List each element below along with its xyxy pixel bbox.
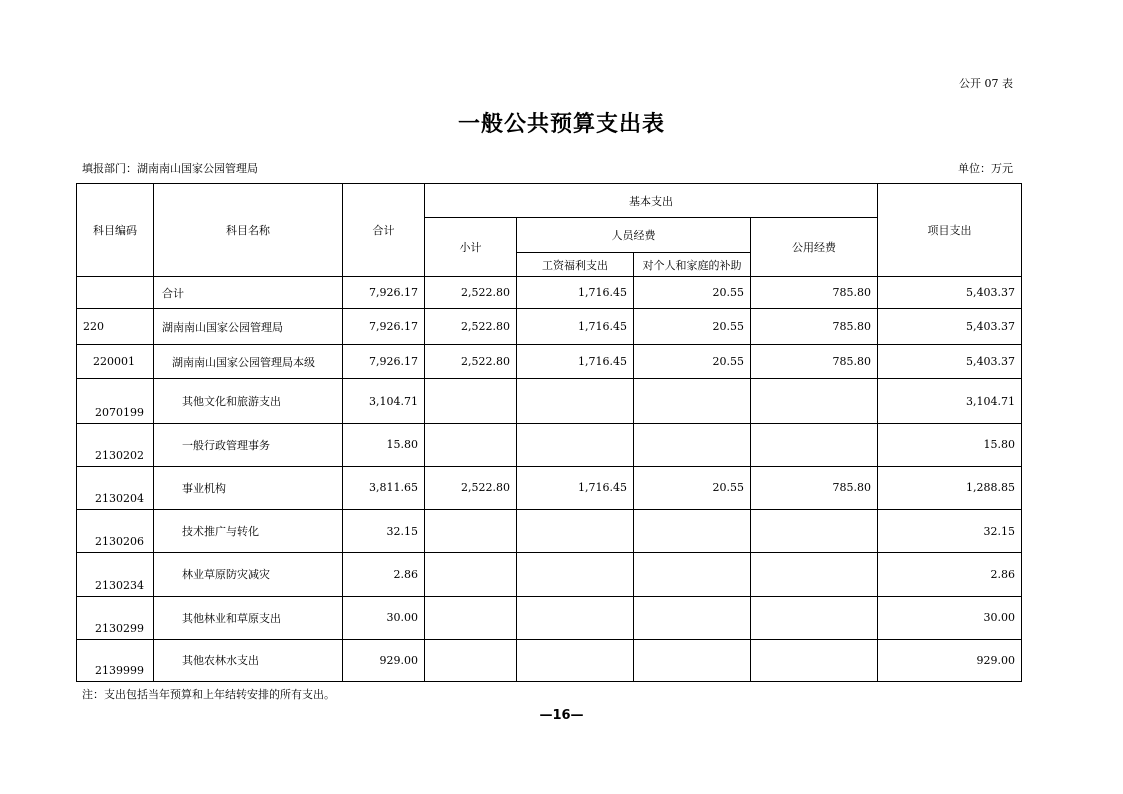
header-subsidy: 对个人和家庭的补助 (634, 253, 751, 277)
cell-subtotal: 2,522.80 (425, 277, 517, 309)
cell-name: 湖南南山国家公园管理局 (154, 309, 343, 345)
cell-subsidy (634, 596, 751, 639)
cell-public (751, 596, 878, 639)
table-row (77, 379, 1022, 423)
header-personnel: 人员经费 (517, 218, 751, 253)
cell-project: 3,104.71 (878, 379, 1022, 423)
cell-total: 15.80 (343, 423, 425, 466)
cell-total: 3,811.65 (343, 466, 425, 509)
table-row (77, 466, 1022, 509)
cell-salary (517, 553, 634, 596)
cell-code: 2130206 (77, 510, 154, 553)
budget-table (76, 183, 1022, 682)
currency-unit: 单位：万元 (958, 162, 1013, 175)
cell-project: 30.00 (878, 596, 1022, 639)
cell-name: 林业草原防灾减灾 (154, 553, 343, 596)
cell-project: 2.86 (878, 553, 1022, 596)
cell-total: 7,926.17 (343, 277, 425, 309)
cell-project: 1,288.85 (878, 466, 1022, 509)
cell-subsidy: 20.55 (634, 277, 751, 309)
cell-total: 929.00 (343, 639, 425, 681)
header-basic: 基本支出 (425, 184, 878, 218)
cell-code: 2070199 (77, 379, 154, 423)
cell-salary: 1,716.45 (517, 309, 634, 345)
cell-salary (517, 510, 634, 553)
cell-name: 其他文化和旅游支出 (154, 379, 343, 423)
cell-code: 220001 (77, 345, 154, 379)
table-row (77, 309, 1022, 345)
cell-project: 32.15 (878, 510, 1022, 553)
cell-subtotal (425, 423, 517, 466)
cell-total: 7,926.17 (343, 309, 425, 345)
cell-subsidy: 20.55 (634, 466, 751, 509)
header-code: 科目编码 (77, 184, 154, 277)
cell-subtotal: 2,522.80 (425, 309, 517, 345)
cell-subsidy: 20.55 (634, 309, 751, 345)
header-name: 科目名称 (154, 184, 343, 277)
cell-subtotal: 2,522.80 (425, 466, 517, 509)
page-number: —16— (539, 708, 584, 723)
cell-name: 事业机构 (154, 466, 343, 509)
cell-public: 785.80 (751, 309, 878, 345)
cell-project: 5,403.37 (878, 277, 1022, 309)
cell-public: 785.80 (751, 466, 878, 509)
table-row (77, 345, 1022, 379)
cell-public (751, 379, 878, 423)
table-row (77, 510, 1022, 553)
cell-name: 其他农林水支出 (154, 639, 343, 681)
cell-name: 合计 (154, 277, 343, 309)
header-total: 合计 (343, 184, 425, 277)
cell-total: 3,104.71 (343, 379, 425, 423)
cell-public (751, 423, 878, 466)
cell-salary (517, 423, 634, 466)
cell-code: 2130299 (77, 596, 154, 639)
cell-total: 30.00 (343, 596, 425, 639)
table-row (77, 596, 1022, 639)
table-row (77, 423, 1022, 466)
cell-public: 785.80 (751, 277, 878, 309)
cell-code: 2139999 (77, 639, 154, 681)
cell-salary (517, 379, 634, 423)
header-subtotal: 小计 (425, 218, 517, 277)
cell-salary (517, 639, 634, 681)
cell-project: 15.80 (878, 423, 1022, 466)
page-title: 一般公共预算支出表 (457, 111, 665, 137)
cell-code: 220 (77, 309, 154, 345)
cell-subtotal: 2,522.80 (425, 345, 517, 379)
cell-public (751, 510, 878, 553)
cell-public (751, 639, 878, 681)
table-row (77, 277, 1022, 309)
form-number: 公开 07 表 (959, 77, 1013, 90)
cell-salary (517, 596, 634, 639)
cell-subsidy (634, 379, 751, 423)
cell-project: 5,403.37 (878, 345, 1022, 379)
reporting-department: 填报部门：湖南南山国家公园管理局 (82, 162, 258, 175)
cell-total: 7,926.17 (343, 345, 425, 379)
cell-code (77, 277, 154, 309)
header-salary: 工资福利支出 (517, 253, 634, 277)
cell-subtotal (425, 639, 517, 681)
cell-subtotal (425, 379, 517, 423)
cell-project: 5,403.37 (878, 309, 1022, 345)
cell-total: 2.86 (343, 553, 425, 596)
table-row (77, 553, 1022, 596)
cell-subtotal (425, 553, 517, 596)
header-project: 项目支出 (878, 184, 1022, 277)
table-row (77, 639, 1022, 681)
cell-public (751, 553, 878, 596)
cell-subtotal (425, 596, 517, 639)
cell-subtotal (425, 510, 517, 553)
cell-name: 一般行政管理事务 (154, 423, 343, 466)
cell-project: 929.00 (878, 639, 1022, 681)
cell-code: 2130202 (77, 423, 154, 466)
cell-total: 32.15 (343, 510, 425, 553)
cell-salary: 1,716.45 (517, 345, 634, 379)
cell-subsidy: 20.55 (634, 345, 751, 379)
cell-public: 785.80 (751, 345, 878, 379)
footnote: 注：支出包括当年预算和上年结转安排的所有支出。 (82, 688, 335, 701)
cell-code: 2130234 (77, 553, 154, 596)
cell-code: 2130204 (77, 466, 154, 509)
cell-subsidy (634, 510, 751, 553)
cell-subsidy (634, 639, 751, 681)
cell-salary: 1,716.45 (517, 277, 634, 309)
cell-name: 湖南南山国家公园管理局本级 (154, 345, 343, 379)
header-public: 公用经费 (751, 218, 878, 277)
cell-salary: 1,716.45 (517, 466, 634, 509)
cell-subsidy (634, 553, 751, 596)
cell-subsidy (634, 423, 751, 466)
cell-name: 其他林业和草原支出 (154, 596, 343, 639)
cell-name: 技术推广与转化 (154, 510, 343, 553)
